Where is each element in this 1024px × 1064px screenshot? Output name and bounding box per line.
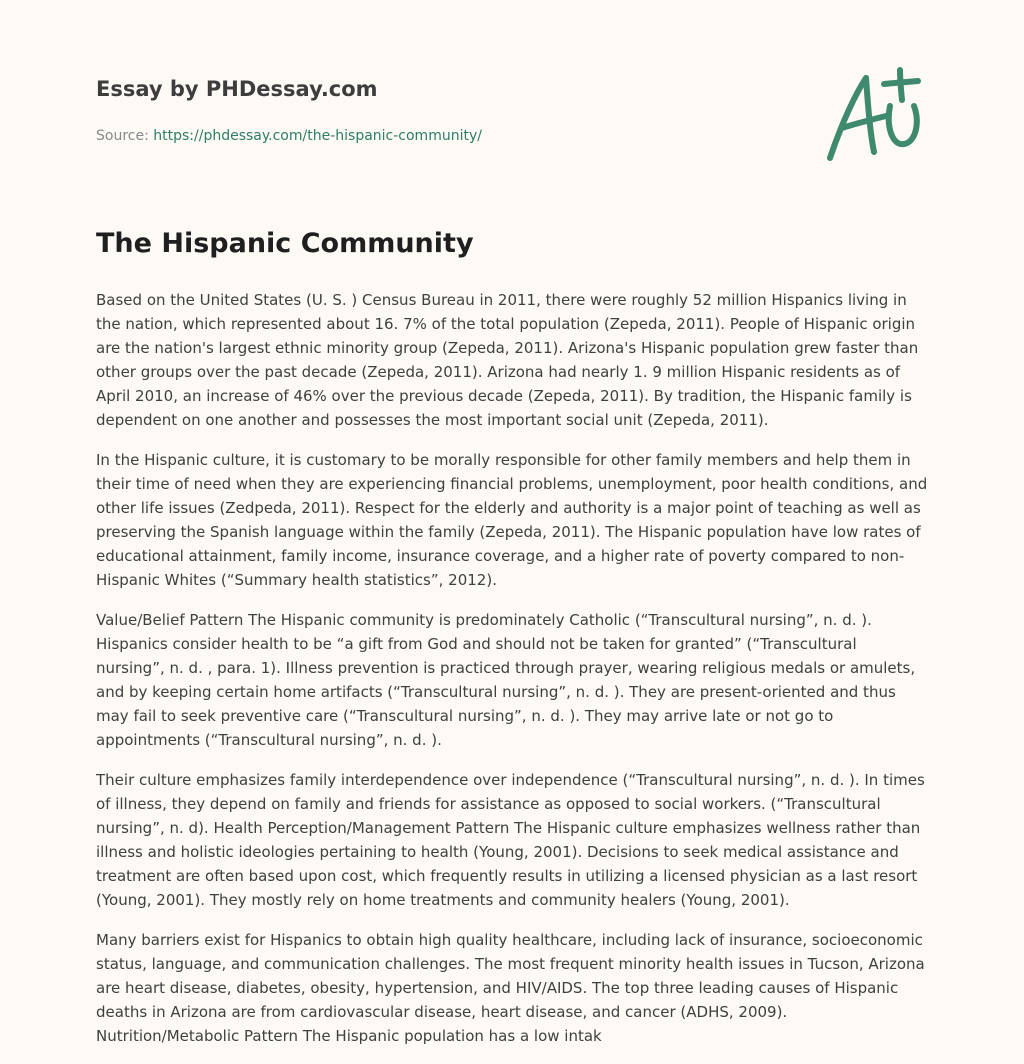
page-header [96, 74, 796, 146]
a-plus-logo-icon [820, 66, 930, 166]
paragraph-4: Their culture emphasizes family interdependence over independence (“Transcultural nursing”, n. d. ). In times of illness, they depend on family and friends for assistance as opposed to social workers. (“Transcultural nursing”, n. d). Health Perception/Management Pattern The Hispanic culture emphasizes wellness rather than illness and holistic ideologies pertaining to health (Young, 2001). Decisions to seek medical assistance and treatment are often based upon cost, which frequently results in utilizing a licensed physician as a last resort (Young, 2001). They mostly rely on home treatments and community healers (Young, 2001). [96, 771, 925, 909]
paragraph-1: Based on the United States (U. S. ) Census Bureau in 2011, there were roughly 52 million Hispanics living in the nation, which represented about 16. 7% of the total population (Zepeda, 2011). People of Hispanic origin are the nation's largest ethnic minority group (Zepeda, 2011). Arizona's Hispanic population grew faster than other groups over the past decade (Zepeda, 2011). Arizona had nearly 1. 9 million Hispanic residents as of April 2010, an increase of 46% over the previous decade (Zepeda, 2011). By tradition, the Hispanic family is dependent on one another and possesses the most important social unit (Zepeda, 2011). [96, 291, 919, 429]
site-title: Essay by PHDessay.com [96, 77, 378, 101]
document-title: The Hispanic Community [96, 228, 474, 259]
paragraph-3: Value/Belief Pattern The Hispanic community is predominately Catholic (“Transcultural nursing”, n. d. ). Hispanics consider health to be “a gift from God and should not be taken for granted” (“Transcultural nursing”, n. d. , para. 1). Illness prevention is practiced through prayer, wearing religious medals or amulets, and by keeping certain home artifacts (“Transcultural nursing”, n. d. ). They are present-oriented and thus may fail to seek preventive care (“Transcultural nursing”, n. d. ). They may arrive late or not go to appointments (“Transcultural nursing”, n. d. ). [96, 611, 916, 749]
source-line [96, 126, 796, 146]
document-body [96, 222, 928, 1064]
paragraph-5: Many barriers exist for Hispanics to obtain high quality healthcare, including lack of insurance, socioeconomic status, language, and communication challenges. The most frequent minority health issues in Tucson, Arizona are heart disease, diabetes, obesity, hypertension, and HIV/AIDS. The top three leading causes of Hispanic deaths in Arizona are from cardiovascular disease, heart disease, and cancer (ADHS, 2009). Nutrition/Metabolic Pattern The Hispanic population has a low intak [96, 931, 925, 1045]
source-link[interactable]: https://phdessay.com/the-hispanic-community/ [153, 128, 482, 144]
paragraph-2: In the Hispanic culture, it is customary to be morally responsible for other family members and help them in their time of need when they are experiencing financial problems, unemployment, poor health conditions, and other life issues (Zedpeda, 2011). Respect for the elderly and authority is a major point of teaching as well as preserving the Spanish language within the family (Zepeda, 2011). The Hispanic population have low rates of educational attainment, family income, insurance coverage, and a higher rate of poverty compared to non-Hispanic Whites (“Summary health statistics”, 2012). [96, 451, 928, 589]
source-label: Source: [96, 128, 154, 144]
